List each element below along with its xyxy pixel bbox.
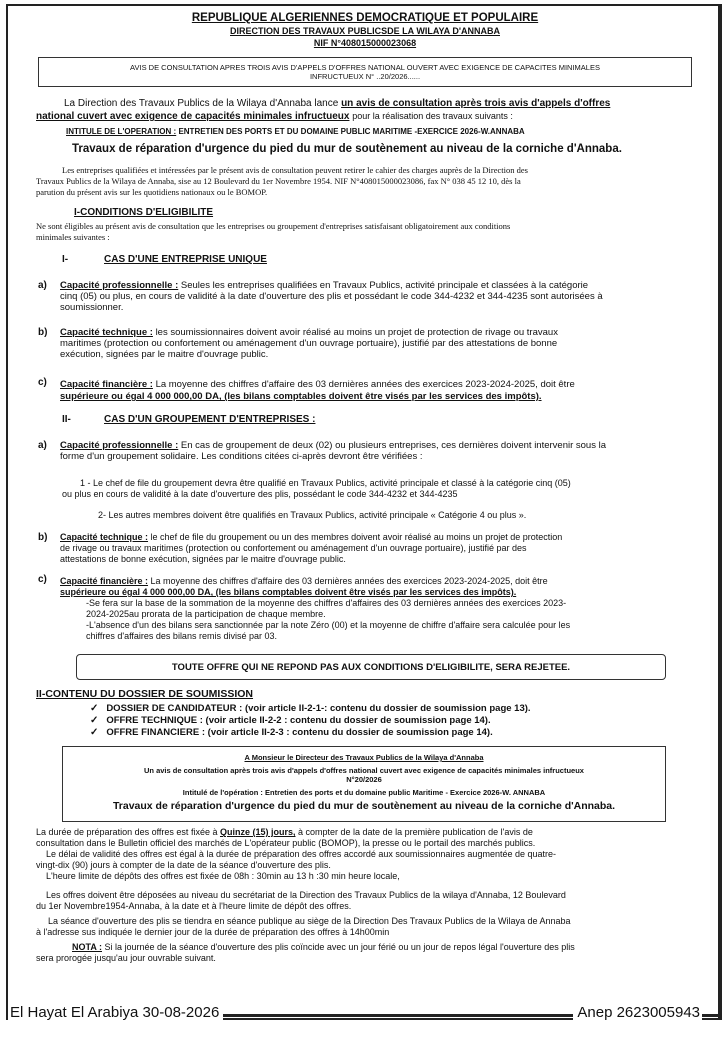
b-line-1 — [60, 327, 710, 338]
closing-p1-b: à compter de la date de la première publication de l'avis de — [298, 827, 533, 837]
closing-note-line-2: sera prorogée jusqu'au jour ouvrable suivant. — [36, 953, 216, 963]
dossier-heading: II-CONTENU DU DOSSIER DE SOUMISSION — [36, 688, 254, 700]
intro-p2-line-3: parution du présent avis sur les quotidiens nationaux ou le BOMOP. — [36, 187, 268, 197]
closing-block — [36, 827, 716, 964]
a-label: a) — [38, 280, 47, 291]
conditions-heading: I-CONDITIONS D'ELIGIBILITE — [74, 207, 214, 218]
gb-text-1: le chef de file du groupement ou un des membres doivent avoir réalisé au moins un projet de protection — [150, 532, 563, 542]
intro-underlined-2: national cuvert avec exigence de capacités minimales infructueux — [36, 111, 350, 122]
footer-publication: El Hayat El Arabiya 30-08-2026 — [8, 1004, 223, 1022]
intitule-label: INTITULE DE L'OPERATION : — [66, 127, 177, 136]
ga-title: Capacité professionnelle : — [60, 440, 179, 451]
gb-title: Capacité technique : — [60, 532, 149, 542]
conditions-intro-2: minimales suivantes : — [36, 232, 110, 242]
c-text-1: La moyenne des chiffres d'affaire des 03 dernières années des exercices 2023-2024-2025, doit être — [155, 379, 575, 390]
conditions-intro — [36, 221, 716, 243]
b-line-3: exécution, signées par le maitre d'ouvrage public. — [60, 349, 269, 360]
dossier-item-title: DOSSIER DE CANDIDATEUR : — [106, 703, 243, 714]
gc-text-1: La moyenne des chiffres d'affaire des 03 dernières années des exercices 2023-2024-2025, doit être — [150, 576, 548, 586]
closing-p4-line-2: du 1er Novembre1954-Annaba, à la date et à l'heure limite de dépôt des offres. — [36, 901, 352, 911]
c-title: Capacité financière : — [60, 379, 153, 390]
dossier-item-text: (voir article II-2-3 : contenu du dossier de soumission page 14). — [207, 727, 493, 738]
check-icon: ✓ — [90, 703, 99, 714]
footer-bar — [0, 1000, 728, 1030]
envelope-box — [62, 746, 666, 822]
gb-line-1 — [60, 532, 710, 543]
section2-number: II- — [62, 414, 71, 425]
closing-p4-line-1: Les offres doivent être déposées au niveau du secrétariat de la Direction des Travaux Publics de la wilaya d'Annaba, 12 Boulevard — [46, 890, 566, 900]
g2-line-1: 2- Les autres membres doivent être qualifiés en Travaux Publics, activité principale « Catégorie 4 ou plus ». — [98, 510, 527, 520]
closing-p3: L'heure limite de dépôts des offres est fixée de 08h : 30min au 13 h :30 min heure locale, — [46, 871, 400, 881]
a-line-2: cinq (05) ou plus, en cours de validité à la date d'ouverture des plis et possédant le code 344-4232 et 344-4235 sont autorisées à — [60, 291, 603, 302]
dossier-item-text: (voir article II-2-2 : contenu du dossier de soumission page 14). — [205, 715, 491, 726]
note-label: NOTA : — [72, 942, 102, 952]
ga-text-1: En cas de groupement de deux (02) ou plusieurs entreprises, ces dernières doivent intervenir sous la — [180, 440, 607, 451]
check-icon: ✓ — [90, 727, 99, 738]
intro-p2-line-1: Les entreprises qualifiées et intéressées par le présent avis de consultation peuvent retirer le cahier des charges auprès de la Direction des — [62, 165, 528, 175]
dossier-item-title: OFFRE FINANCIERE : — [106, 727, 206, 738]
conditions-intro-1: Ne sont éligibles au présent avis de consultation que les entreprises ou groupement d'entreprises satisfaisant obligatoirement aux conditions — [36, 221, 511, 231]
b-text-1: les soumissionnaires doivent avoir réalisé au moins un projet de protection de rivage ou travaux — [155, 327, 558, 338]
ga-line-1 — [60, 440, 710, 451]
gb-line-3: attestations de bonne exécution, signées par le maitre d'ouvrage public. — [60, 554, 346, 564]
direction-title: DIRECTION DES TRAVAUX PUBLICSDE LA WILAYA D'ANNABA — [230, 26, 500, 36]
dossier-item-text: (voir article II-2-1-: contenu du dossier de soumission page 13). — [244, 703, 531, 714]
closing-p1-line-1 — [36, 827, 716, 838]
dossier-list — [90, 703, 710, 739]
reject-box — [76, 654, 666, 680]
dossier-item-title: OFFRE TECHNIQUE : — [106, 715, 203, 726]
dossier-item — [90, 703, 710, 715]
intitule-line — [66, 127, 706, 137]
ga-label: a) — [38, 440, 47, 451]
gc-line-1 — [60, 576, 710, 587]
footer-anep-ref: Anep 2623005943 — [573, 1004, 702, 1022]
b-label: b) — [38, 327, 48, 338]
c-line-2: supérieure ou égal 4 000 000,00 DA, (les bilans comptables doivent être visés par les services des impôts). — [60, 391, 542, 402]
section1-number: I- — [62, 254, 69, 265]
closing-p5-line-1: La séance d'ouverture des plis se tiendra en séance publique au siège de la Direction Des Travaux Publics de la Wilaya de Annaba — [48, 916, 571, 926]
a-line-1 — [60, 280, 710, 291]
g1-line-1: 1 - Le chef de file du groupement devra être qualifié en Travaux Publics, activité principale et classé à la catégorie cinq (05) — [80, 478, 571, 488]
notice-line-2: INFRUCTUEUX N° ..20/2026...... — [309, 72, 421, 81]
dossier-item — [90, 727, 710, 739]
gc-title: Capacité financière : — [60, 576, 149, 586]
intro-paragraph-2 — [36, 165, 716, 198]
gc-line-4: 2024-2025au prorata de la participation de chaque membre. — [86, 609, 326, 619]
intro-underlined: un avis de consultation après trois avis d'appels d'offres — [341, 98, 611, 109]
closing-p1-a: La durée de préparation des offres est fixée à — [36, 827, 218, 837]
gb-line-2: de rivage ou travaux maritimes (protection ou confortement ou aménagement d'un ouvrage portuaire), justifié par des — [60, 543, 527, 553]
dossier-item — [90, 715, 710, 727]
section1-title: CAS D'UNE ENTREPRISE UNIQUE — [104, 254, 267, 265]
gc-label: c) — [38, 574, 47, 585]
g1-line-2: ou plus en cours de validité à la date d'ouverture des plis, possédant le code 344-4232 et 344-4235 — [62, 489, 458, 499]
section2-title: CAS D'UN GROUPEMENT D'ENTREPRISES : — [104, 414, 316, 425]
intro-p2-line-2: Travaux Publics de la Wilaya de Annaba, sise au 12 Boulevard du 1er Novembre 1954. NIF N°408015000023086, fax N° 038 45 12 10, dès la — [36, 176, 521, 186]
intitule-text: ENTRETIEN DES PORTS ET DU DOMAINE PUBLIC MARITIME -EXERCICE 2026-W.ANNABA — [178, 127, 525, 136]
notice-line-1: AVIS DE CONSULTATION APRES TROIS AVIS D'APPELS D'OFFRES NATIONAL OUVERT AVEC EXIGENCE DE CAPACITES MINIMALES — [130, 63, 600, 72]
gc-line-6: chiffres d'affaires des bilans remis divisé par 03. — [86, 631, 277, 641]
envelope-line-4: Travaux de réparation d'urgence du pied du mur de soutènement au niveau de la corniche d'Annaba. — [112, 800, 616, 812]
closing-note-line-1 — [36, 942, 716, 953]
intro-end: pour la réalisation des travaux suivants : — [352, 111, 513, 121]
gc-line-2: supérieure ou égal 4 000 000,00 DA, (les bilans comptables doivent être visés par les services des impôts). — [60, 587, 517, 597]
b-title: Capacité technique : — [60, 327, 153, 338]
closing-p1-line-2: consultation dans le Bulletin officiel des marchés de L'opérateur public (BOMOP), la presse ou le portail des marchés publics. — [36, 838, 536, 848]
gb-label: b) — [38, 532, 48, 543]
note-text-1: Si la journée de la séance d'ouverture des plis coïncide avec un jour férié ou un jour de repos légal l'ouverture des plis — [104, 942, 575, 952]
envelope-to: A Monsieur le Directeur des Travaux Publics de la Wilaya d'Annaba — [244, 753, 484, 762]
b-line-2: maritimes (protection ou confortement ou aménagement d'un ouvrage portuaire), justifié par des attestations de bonne — [60, 338, 558, 349]
intro-paragraph — [36, 98, 712, 123]
reject-notice: TOUTE OFFRE QUI NE REPOND PAS AUX CONDITIONS D'ELIGIBILITE, SERA REJETEE. — [171, 662, 571, 673]
closing-p2-line-2: vingt-dix (90) jours à compter de la date de la séance d'ouverture des plis. — [36, 860, 331, 870]
c-line-1 — [60, 379, 710, 390]
envelope-line-2: N°20/2026 — [346, 775, 382, 784]
nif-number: NIF N°408015000023068 — [313, 38, 417, 48]
republic-title: REPUBLIQUE ALGERIENNES DEMOCRATIQUE ET POPULAIRE — [191, 12, 539, 24]
c-label: c) — [38, 377, 47, 388]
gc-line-3: -Se fera sur la base de la sommation de la moyenne des chiffres d'affaires des 03 dernières années des exercices 2023- — [86, 598, 567, 608]
intro-start: La Direction des Travaux Publics de la Wilaya d'Annaba lance — [64, 98, 339, 109]
notice-box — [38, 57, 692, 87]
envelope-line-3: Intitulé de l'opération : Entretien des ports et du domaine public Maritime - Exercice 2026-W. ANNABA — [182, 788, 546, 797]
closing-p1-u: Quinze (15) jours, — [219, 827, 296, 837]
closing-p5-line-2: à l'adresse sus indiquée le dernier jour de la durée de préparation des offres à 14h00min — [36, 927, 390, 937]
closing-p2-line-1: Le délai de validité des offres est égal à la durée de préparation des offres accordé aux soumissionnaires augmentée de quatre- — [46, 849, 556, 859]
a-title: Capacité professionnelle : — [60, 280, 179, 291]
gc-line-5: -L'absence d'un des bilans sera sanctionnée par la note Zéro (00) et la moyenne de chiffre d'affaire sera calculée pour les — [86, 620, 571, 630]
a-text-1: Seules les entreprises qualifiées en Travaux Publics, activité principale et classées à la catégorie — [180, 280, 589, 291]
check-icon: ✓ — [90, 715, 99, 726]
a-line-3: soumissionner. — [60, 302, 124, 313]
envelope-line-1: Un avis de consultation après trois avis d'appels d'offres national cuvert avec exigence de capacités minimales infructueux — [144, 766, 584, 775]
project-title: Travaux de réparation d'urgence du pied du mur de soutènement au niveau de la corniche d'Annaba. — [72, 143, 622, 155]
ga-line-2: forme d'un groupement solidaire. Les conditions citées ci-après devront être vérifiées : — [60, 451, 423, 462]
